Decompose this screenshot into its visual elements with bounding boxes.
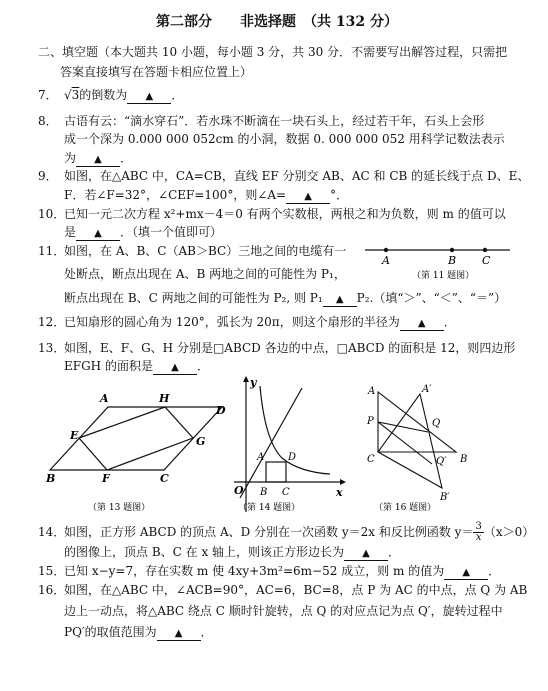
- question-end: ．: [443, 315, 456, 329]
- blank-marker: ▲: [362, 548, 370, 559]
- question-8-line-2: 成一个深为 0.000 000 052cm 的小洞，数据 0. 000 000 052 用科学记数法表示: [64, 132, 505, 146]
- question-11-line-2: 处断点，断点出现在 A、B 两地之间的可能性为 P₁，: [64, 267, 346, 281]
- question-number: 10．: [38, 207, 66, 221]
- question-end: ．: [120, 151, 133, 165]
- label-B: B: [460, 454, 468, 465]
- question-end: °．: [330, 188, 349, 202]
- question-11-line-1: [38, 243, 346, 259]
- label-A: A: [368, 386, 376, 397]
- answer-blank[interactable]: [323, 293, 357, 307]
- label-A: A: [100, 392, 109, 405]
- question-number: 15．: [38, 564, 66, 578]
- question-13-line-2: [64, 358, 209, 375]
- question-end: ．: [488, 564, 501, 578]
- question-end: ．: [196, 359, 209, 373]
- figure-caption: （第 13 题图）: [88, 503, 151, 513]
- answer-blank[interactable]: [400, 317, 444, 331]
- segment-PQp: [378, 422, 432, 464]
- blank-marker: ▲: [417, 318, 426, 329]
- x-axis-arrow: [340, 479, 346, 485]
- label-O: O: [234, 484, 244, 497]
- instructions-line-1: 二、填空题（本大题共 10 小题，每小题 3 分，共 30 分．不需要写出解答过程，只需把: [38, 45, 508, 59]
- figure-16: [360, 380, 486, 514]
- question-8-line-3: [64, 150, 132, 167]
- label-Bp: B′: [440, 492, 450, 503]
- question-number: 9．: [38, 169, 58, 183]
- segment-PQ: [378, 422, 428, 432]
- label-C: C: [282, 487, 290, 498]
- question-text: EFGH 的面积是: [64, 359, 153, 373]
- question-8-line-1: [38, 113, 484, 129]
- triangle-ApBpC: [378, 394, 442, 488]
- label-H: H: [159, 392, 170, 405]
- question-12: [38, 314, 456, 331]
- question-16-line-2: 边上一动点，将△ABC 绕点 C 顺时针旋转，点 Q 的对应点记为点 Q′，旋转过程中: [64, 604, 503, 618]
- question-number: 13．: [38, 341, 66, 355]
- question-end: P₂.（填“＞”、“＜”、“＝”）: [356, 291, 507, 305]
- question-end: ．: [171, 88, 184, 102]
- blank-marker: ▲: [462, 567, 471, 578]
- label-y: y: [250, 376, 257, 389]
- question-7: [38, 87, 183, 104]
- label-C: C: [160, 472, 169, 485]
- point-C: [483, 248, 487, 252]
- figure-caption: （第 16 题图）: [374, 503, 437, 513]
- figure-13: [44, 392, 230, 516]
- instructions-line-2: 答案直接填写在答题卡相应位置上）: [60, 65, 253, 79]
- label-C: C: [482, 254, 491, 267]
- point-A: [384, 248, 388, 252]
- question-text: 如图，在 A、B、C（AB＞BC）三地之间的电缆有一: [64, 244, 347, 258]
- label-Q: Q: [432, 418, 441, 429]
- blank-marker: ▲: [304, 191, 312, 202]
- label-D: D: [216, 404, 226, 417]
- blank-marker: ▲: [145, 91, 154, 102]
- figure-14: [230, 372, 346, 516]
- question-end: ．: [200, 625, 213, 639]
- blank-marker: ▲: [335, 294, 344, 305]
- label-B: B: [46, 472, 56, 485]
- question-9-line-1: [38, 168, 529, 184]
- blank-marker: ▲: [94, 228, 102, 239]
- label-E: E: [70, 429, 79, 442]
- question-14-line-2: [64, 544, 400, 561]
- question-number: 11．: [38, 244, 66, 258]
- answer-blank[interactable]: [286, 190, 330, 204]
- label-B: B: [260, 487, 268, 498]
- question-number: 7．: [38, 88, 58, 102]
- question-number: 14．: [38, 525, 66, 539]
- fraction-denominator: x: [475, 532, 482, 543]
- question-text: 已知一元二次方程 x²+mx－4＝0 有两个实数根，两根之和为负数，则 m 的值可以: [64, 207, 506, 221]
- question-11-line-3: [64, 290, 506, 307]
- answer-blank[interactable]: [444, 566, 488, 580]
- question-14-line-1: [38, 522, 534, 543]
- label-D: D: [288, 452, 297, 463]
- label-F: F: [102, 472, 110, 485]
- question-end: ．: [388, 545, 401, 559]
- label-A: A: [382, 254, 390, 267]
- label-G: G: [196, 435, 206, 448]
- question-16-line-3: [64, 624, 213, 641]
- answer-blank[interactable]: [127, 90, 171, 104]
- question-text: 已知 x−y=7，存在实数 m 使 4xy+3m²=6m−52 成立，则 m 的值为: [64, 564, 445, 578]
- question-text: 古语有云：“滴水穿石”．若水珠不断滴在一块石头上，经过若干年，石头上会形: [64, 114, 485, 128]
- question-number: 16．: [38, 583, 66, 597]
- triangle-ABC: [378, 392, 456, 452]
- quadrilateral-EFGH: [79, 407, 193, 470]
- question-text: F．若∠F=32°，∠CEF=100°，则∠A=: [64, 188, 287, 202]
- question-10-line-2: [64, 224, 222, 241]
- answer-blank[interactable]: [344, 547, 388, 561]
- y-axis-arrow: [243, 376, 249, 382]
- label-P: P: [367, 416, 374, 427]
- sqrt-symbol: √3: [64, 88, 80, 102]
- fraction-numerator: 3: [475, 521, 482, 532]
- question-13-line-1: [38, 340, 515, 356]
- answer-blank[interactable]: [153, 361, 197, 375]
- label-Qp: Q′: [436, 456, 447, 467]
- answer-blank[interactable]: [157, 627, 201, 641]
- label-C: C: [367, 454, 375, 465]
- question-9-line-2: [64, 187, 348, 204]
- question-text: PQ′的取值范围为: [64, 625, 157, 639]
- figure-11: [360, 240, 520, 282]
- label-B: B: [448, 254, 457, 267]
- question-10-line-1: [38, 206, 506, 222]
- label-A: A: [257, 452, 265, 463]
- question-text: 是: [64, 225, 77, 239]
- blank-marker: ▲: [174, 628, 183, 639]
- question-16-line-1: [38, 582, 527, 598]
- figure-caption: （第 11 题图）: [412, 271, 475, 281]
- question-15: [38, 563, 500, 580]
- question-number: 12．: [38, 315, 66, 329]
- question-text: 的图像上，顶点 B、C 在 x 轴上，则该正方形边长为: [64, 545, 345, 559]
- question-text: 的倒数为: [79, 88, 128, 102]
- question-number: 8．: [38, 114, 58, 128]
- answer-blank[interactable]: [76, 227, 120, 241]
- point-B: [450, 248, 454, 252]
- question-text: 如图，E、F、G、H 分别是□ABCD 各边的中点，□ABCD 的面积是 12，则四边形: [64, 341, 516, 355]
- question-text: 如图，正方形 ABCD 的顶点 A、D 分别在一次函数 y＝2x 和反比例函数 y＝: [64, 525, 474, 539]
- blank-marker: ▲: [171, 362, 179, 373]
- figure-caption: （第 14 题图）: [238, 503, 301, 513]
- question-text-tail: （x＞0）: [483, 525, 535, 539]
- question-text: 为: [64, 151, 77, 165]
- radicand: 3: [71, 88, 80, 102]
- question-text: 已知扇形的圆心角为 120°，弧长为 20π，则这个扇形的半径为: [64, 315, 400, 329]
- question-text: 断点出现在 B、C 两地之间的可能性为 P₂, 则 P₁: [64, 291, 323, 305]
- blank-marker: ▲: [94, 154, 102, 165]
- label-Ap: A′: [422, 384, 432, 395]
- question-text: 如图，在△ABC 中，CA=CB，直线 EF 分别交 AB、AC 和 CB 的延长线于点 D、E、: [64, 169, 530, 183]
- square-ABCD: [266, 462, 286, 482]
- label-x: x: [336, 486, 343, 499]
- section-title: 第二部分 非选择题 （共 132 分）: [156, 14, 398, 30]
- answer-blank[interactable]: [76, 153, 120, 167]
- question-end: ．（填一个值即可）: [120, 225, 223, 239]
- question-text: 如图，在△ABC 中，∠ACB=90°，AC=6，BC=8，点 P 为 AC 的中点，点 Q 为 AB: [64, 583, 528, 597]
- fraction: [473, 522, 483, 543]
